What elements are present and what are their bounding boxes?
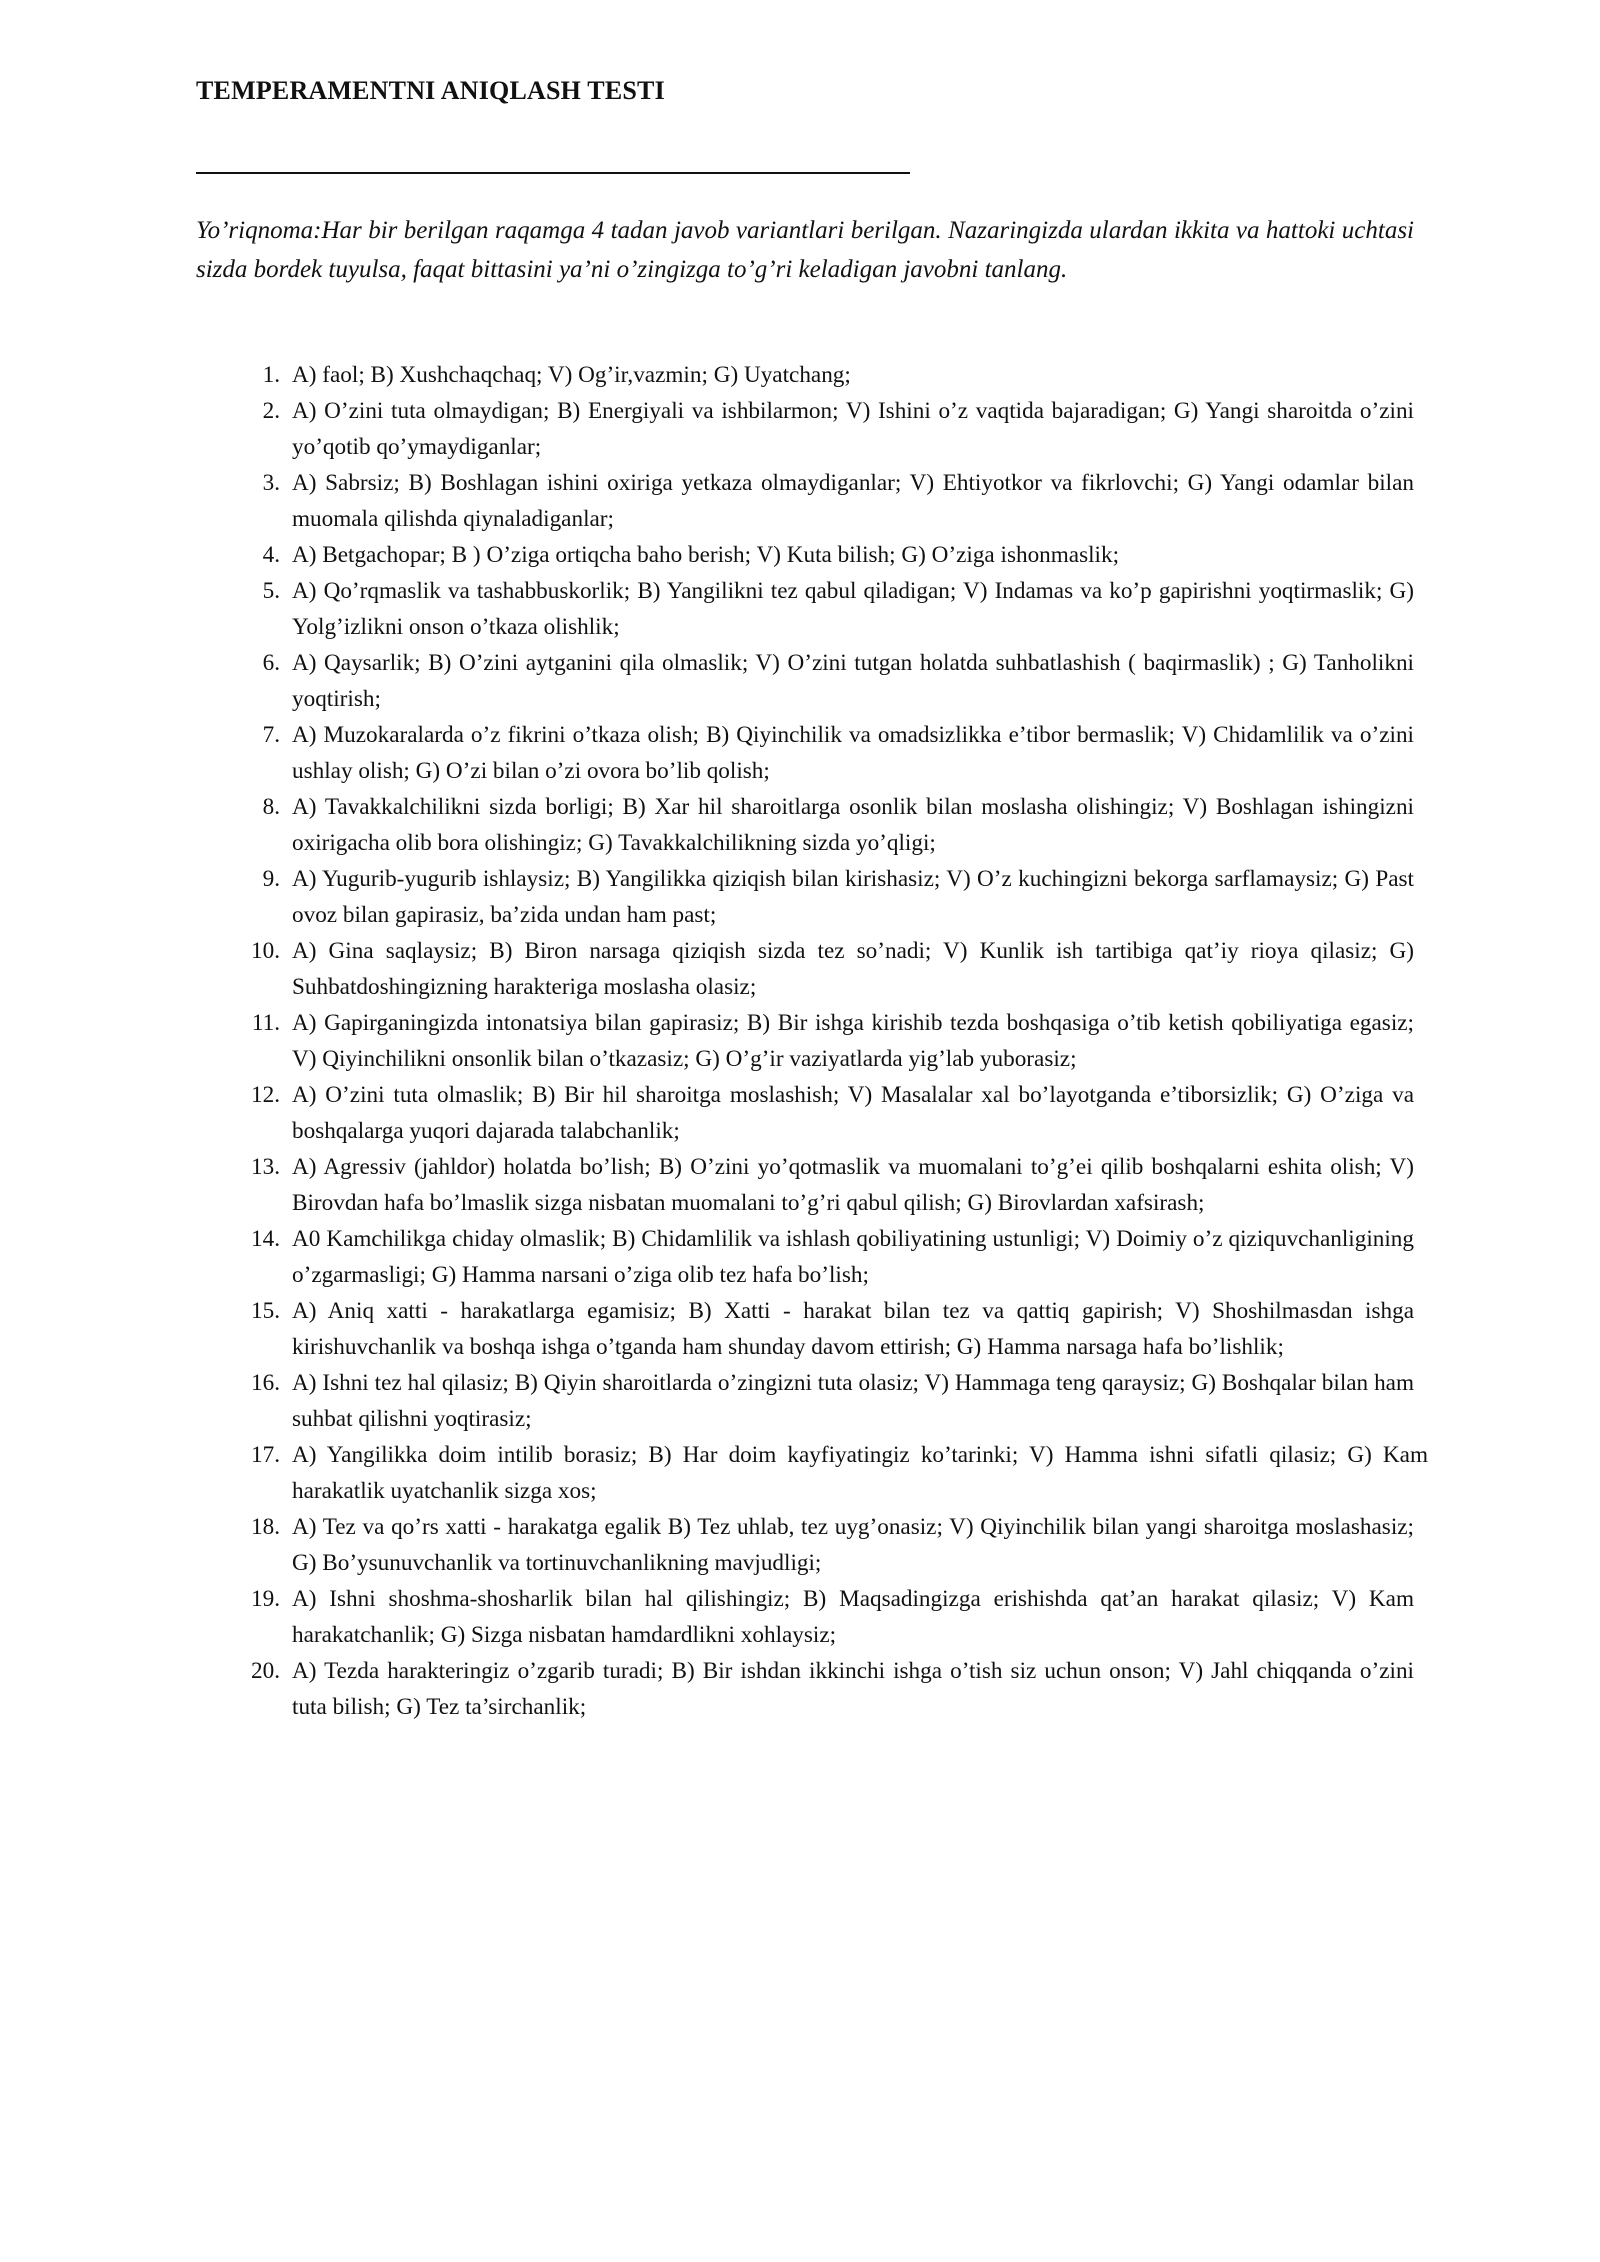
question-number: 12. <box>251 1082 280 1108</box>
question-text: A) Tavakkalchilikni sizda borligi; B) Xar hil sharoitlarga osonlik bilan moslasha olishingiz; V) Boshlagan ishingizni oxirigacha olib bora olishingiz; G) Tavakkalchilikning sizda yo’qligi; <box>292 794 1414 856</box>
instruction-paragraph: Yo’riqnoma:Har bir berilgan raqamga 4 tadan javob variantlari berilgan. Nazaringizda ulardan ikkita va hattoki uchtasi sizda bordek tuyulsa, faqat bittasini ya’ni o’zingizga to’g’ri keladigan javobni tanlang. <box>196 217 1414 283</box>
question-number: 19. <box>251 1586 280 1612</box>
question-text: A) Qo’rqmaslik va tashabbuskorlik; B) Yangilikni tez qabul qiladigan; V) Indamas va ko’p gapirishni yoqtirmaslik; G) Yolg’izlikni onson o’tkaza olishlik; <box>292 578 1414 640</box>
question-text: A) Gina saqlaysiz; B) Biron narsaga qiziqish sizda tez so’nadi; V) Kunlik ish tartibiga qat’iy rioya qilasiz; G) Suhbatdoshingizning harakteriga moslasha olasiz; <box>292 938 1414 1000</box>
question-item <box>196 933 1414 1005</box>
question-text: A) Yangilikka doim intilib borasiz; B) Har doim kayfiyatingiz ko’tarinki; V) Hamma ishni sifatli qilasiz; G) Kam harakatlik uyatchanlik sizga xos; <box>292 1442 1428 1504</box>
question-number: 15. <box>251 1298 280 1324</box>
question-text: A) Sabrsiz; B) Boshlagan ishini oxiriga yetkaza olmaydiganlar; V) Ehtiyotkor va fikrlovchi; G) Yangi odamlar bilan muomala qilishda qiynaladiganlar; <box>292 470 1414 532</box>
question-number: 16. <box>251 1370 280 1396</box>
question-item <box>196 1005 1414 1077</box>
question-item <box>196 1653 1414 1725</box>
question-number: 3. <box>262 470 280 496</box>
question-number: 10. <box>251 938 280 964</box>
question-text: A) Qaysarlik; B) O’zini aytganini qila olmaslik; V) O’zini tutgan holatda suhbatlashish ( baqirmaslik) ; G) Tanholikni yoqtirish; <box>292 650 1414 712</box>
question-item <box>196 1077 1414 1149</box>
question-item <box>196 1437 1428 1509</box>
question-number: 2. <box>262 398 280 424</box>
question-number: 6. <box>262 650 280 676</box>
question-text: A) Agressiv (jahldor) holatda bo’lish; B) O’zini yo’qotmaslik va muomalani to’g’ei qilib boshqalarni eshita olish; V) Birovdan hafa bo’lmaslik sizga nisbatan muomalani to’g’ri qabul qilish; G) Birovlardan xafsirash; <box>292 1154 1414 1216</box>
question-item <box>196 789 1414 861</box>
title-underline <box>196 172 910 174</box>
question-number: 4. <box>262 542 280 568</box>
question-text: A) Aniq xatti - harakatlarga egamisiz; B) Xatti - harakat bilan tez va qattiq gapirish; V) Shoshilmasdan ishga kirishuvchanlik va boshqa ishga o’tganda ham shunday davom ettirish; G) Hamma narsaga hafa bo’lishlik; <box>292 1298 1414 1360</box>
question-number: 7. <box>262 722 280 748</box>
question-number: 11. <box>251 1010 280 1036</box>
question-item <box>196 573 1414 645</box>
question-item <box>196 357 1414 393</box>
question-item <box>196 861 1414 933</box>
question-text: A) Ishni tez hal qilasiz; B) Qiyin sharoitlarda o’zingizni tuta olasiz; V) Hammaga teng qaraysiz; G) Boshqalar bilan ham suhbat qilishni yoqtirasiz; <box>292 1370 1414 1432</box>
question-number: 18. <box>251 1514 280 1540</box>
question-text: A) Tezda harakteringiz o’zgarib turadi; B) Bir ishdan ikkinchi ishga o’tish siz uchun onson; V) Jahl chiqqanda o’zini tuta bilish; G) Tez ta’sirchanlik; <box>292 1658 1414 1720</box>
question-number: 1. <box>262 362 280 388</box>
question-number: 8. <box>262 794 280 820</box>
document-title: TEMPERAMENTNI ANIQLASH TESTI <box>196 76 665 105</box>
question-text: A0 Kamchilikga chiday olmaslik; B) Chidamlilik va ishlash qobiliyatining ustunligi; V) Doimiy o’z qiziquvchanligining o’zgarmasligi; G) Hamma narsani o’ziga olib tez hafa bo’lish; <box>292 1226 1414 1288</box>
question-text: A) Gapirganingizda intonatsiya bilan gapirasiz; B) Bir ishga kirishib tezda boshqasiga o’tib ketish qobiliyatiga egasiz; V) Qiyinchilikni onsonlik bilan o’tkazasiz; G) O’g’ir vaziyatlarda yig’lab yuborasiz; <box>292 1010 1414 1072</box>
question-text: A) Tez va qo’rs xatti - harakatga egalik B) Tez uhlab, tez uyg’onasiz; V) Qiyinchilik bilan yangi sharoitga moslashasiz; G) Bo’ysunuvchanlik va tortinuvchanlikning mavjudligi; <box>292 1514 1414 1576</box>
question-item <box>196 393 1414 465</box>
question-text: A) Ishni shoshma-shosharlik bilan hal qilishingiz; B) Maqsadingizga erishishda qat’an harakat qilasiz; V) Kam harakatchanlik; G) Sizga nisbatan hamdardlikni xohlaysiz; <box>292 1586 1414 1648</box>
question-item <box>196 465 1414 537</box>
question-number: 9. <box>262 866 280 892</box>
question-text: A) Yugurib-yugurib ishlaysiz; B) Yangilikka qiziqish bilan kirishasiz; V) O’z kuchingizni bekorga sarflamaysiz; G) Past ovoz bilan gapirasiz, ba’zida undan ham past; <box>292 866 1414 928</box>
question-item <box>196 537 1414 573</box>
question-item <box>196 1509 1414 1581</box>
question-number: 13. <box>251 1154 280 1180</box>
question-number: 14. <box>251 1226 280 1252</box>
question-item <box>196 1365 1414 1437</box>
question-number: 20. <box>251 1658 280 1684</box>
question-number: 17. <box>251 1442 280 1468</box>
question-item <box>196 645 1414 717</box>
question-item <box>196 717 1414 789</box>
question-item <box>196 1581 1414 1653</box>
question-number: 5. <box>262 578 280 604</box>
question-text: A) O’zini tuta olmaslik; B) Bir hil sharoitga moslashish; V) Masalalar xal bo’layotganda e’tiborsizlik; G) O’ziga va boshqalarga yuqori dajarada talabchanlik; <box>292 1082 1414 1144</box>
question-text: A) Betgachopar; B ) O’ziga ortiqcha baho berish; V) Kuta bilish; G) O’ziga ishonmaslik; <box>292 542 1120 568</box>
question-item <box>196 1221 1414 1293</box>
question-text: A) faol; B) Xushchaqchaq; V) Og’ir,vazmin; G) Uyatchang; <box>292 362 851 388</box>
question-text: A) O’zini tuta olmaydigan; B) Energiyali va ishbilarmon; V) Ishini o’z vaqtida bajaradigan; G) Yangi sharoitda o’zini yo’qotib qo’ymaydiganlar; <box>292 398 1414 460</box>
question-item <box>196 1293 1414 1365</box>
question-list <box>196 357 1428 1725</box>
question-item <box>196 1149 1414 1221</box>
question-text: A) Muzokaralarda o’z fikrini o’tkaza olish; B) Qiyinchilik va omadsizlikka e’tibor bermaslik; V) Chidamlilik va o’zini ushlay olish; G) O’zi bilan o’zi ovora bo’lib qolish; <box>292 722 1414 784</box>
